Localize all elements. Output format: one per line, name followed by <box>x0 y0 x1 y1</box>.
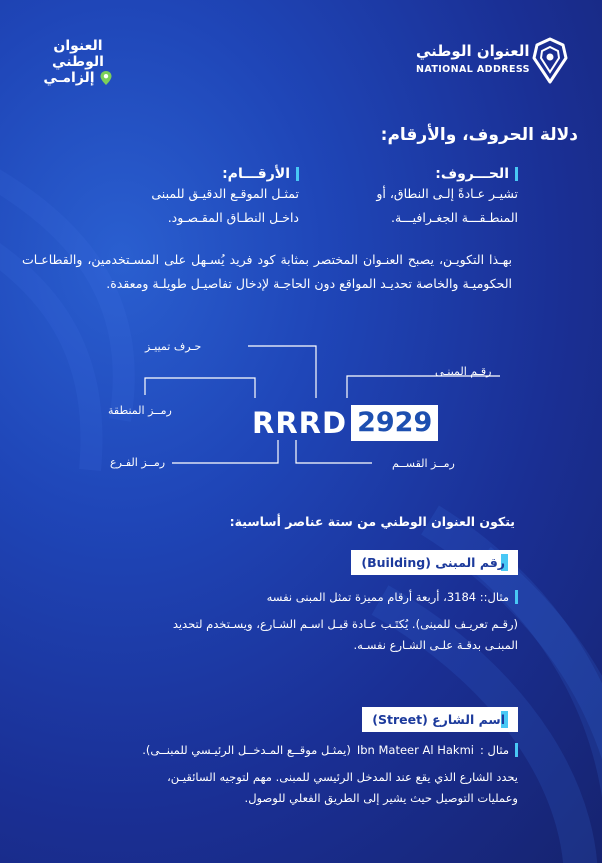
building-desc-line2: المبنـى بدقـة علـى الشـارع نفسـه. <box>353 638 518 652</box>
street-desc-line1: يحدد الشارع الذي يقع عند المدخل الرئيسي للمبنى. مهم لتوجيه السائقيـن، <box>167 770 518 784</box>
street-example <box>142 743 518 757</box>
letters-heading-text: الحـــروف: <box>435 166 509 182</box>
building-example-text: مثال:: 3184، أربعة أرقام مميزة تمثل المبنى نفسه <box>266 590 509 604</box>
code-digits: 2929 <box>351 405 438 441</box>
numbers-line1: تمثـل الموقـع الدقيـق للمبنى <box>151 186 299 201</box>
label-distinct-letter: حـرف تمييـز <box>145 340 202 353</box>
elements-intro: يتكون العنوان الوطني من ستة عناصر أساسية: <box>229 514 515 529</box>
label-section-code: رمــز القســم <box>392 457 455 470</box>
numbers-heading-text: الأرقـــام: <box>222 166 290 182</box>
short-address-code <box>248 405 438 441</box>
numbers-line2: داخـل النطـاق المقـصـود. <box>167 210 299 225</box>
building-example <box>267 590 518 604</box>
code-letters: RRRD <box>252 406 348 440</box>
label-building-number: رقـم المبنـى <box>435 365 492 378</box>
street-badge <box>362 707 518 732</box>
letters-line2: المنطـقـــة الجغـرافيـــة. <box>390 210 518 225</box>
accent-bar <box>515 590 518 604</box>
building-description <box>88 614 518 656</box>
accent-bar <box>515 743 518 757</box>
street-example-name: Ibn Mateer Al Hakmi <box>356 743 474 757</box>
label-region-code: رمــز المنطقة <box>108 404 172 417</box>
street-description <box>88 767 518 809</box>
logo-left-line2: إلزامـي <box>43 70 95 86</box>
street-example-suffix: (يمثـل موقــع المـدخــل الرئيـسي للمبنــى). <box>142 743 351 757</box>
logo-left-line1: العنوان الوطني <box>52 38 104 70</box>
logo-right-english: NATIONAL ADDRESS <box>416 64 530 75</box>
building-desc-line1: (رقـم تعريـف للمبنى). يُكتَـب عـادة قبـل اسـم الشـارع، ويسـتخدم لتحديد <box>172 617 518 631</box>
letters-line1: تشيـر عـادةً إلـى النطاق، أو <box>376 186 518 201</box>
street-desc-line2: وعمليات التوصيل حيث يشير إلى الطريق الفعلي للوصول. <box>244 791 518 805</box>
section-title: دلالة الحروف، والأرقام: <box>380 125 578 145</box>
building-badge-text: رقم المبنى (Building) <box>361 555 505 570</box>
street-example-prefix: مثال : <box>479 743 509 757</box>
building-badge <box>351 550 518 575</box>
description-paragraph: بهـذا التكويـن، يصبح العنـوان المختصر بمثابة كود فريد يُسـهل على المسـتخدمين، والقطاعـات الحكوميـة والخاصة تحديـد المواقع دون الحاجـة لإدخال تفاصيـل طويلـة ومعقدة. <box>22 252 512 291</box>
label-branch-code: رمــز الفـرع <box>110 456 166 469</box>
street-badge-text: اسم الشارع (Street) <box>372 712 505 727</box>
logo-right-arabic: العنوان الوطني <box>416 42 530 60</box>
